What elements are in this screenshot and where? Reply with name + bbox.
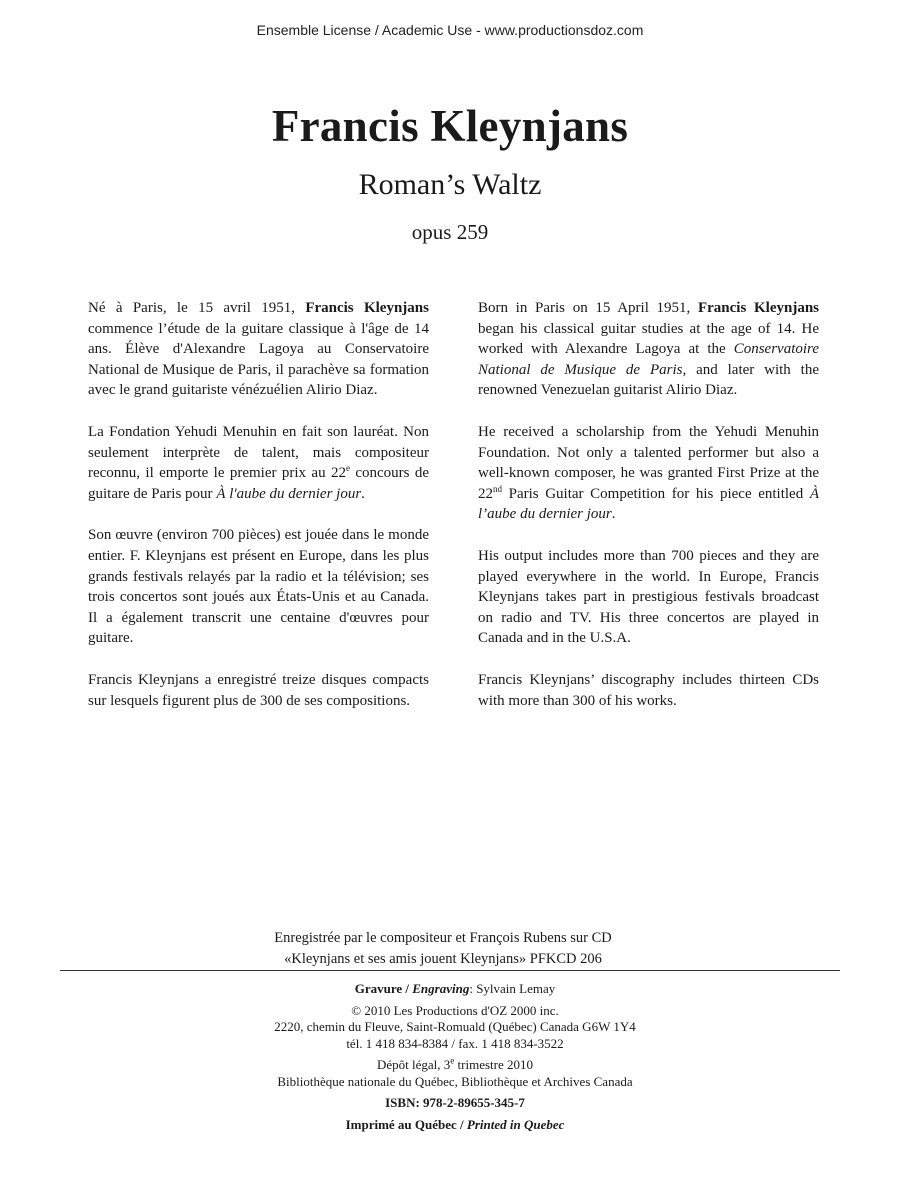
english-biography (478, 298, 819, 732)
work-title: À l’aube du dernier jour (478, 485, 819, 523)
composer-name-bold: Francis Kleynjans (305, 300, 429, 316)
opus-number: opus 259 (411, 220, 489, 244)
english-paragraph-3: His output includes more than 700 pieces and they are played everywhere in the world. In Europe, Francis Kleynjans takes part in prestigious festivals broadcast on radio and TV. His three concertos are played in Canada and in the U.S.A. (478, 547, 819, 647)
text-run: Né à Paris, le 15 avril 1951, (88, 300, 306, 316)
engraving-credit (0, 981, 900, 998)
phone-line: tél. 1 418 834-8384 / fax. 1 418 834-3522 (346, 1035, 564, 1051)
address-line: 2220, chemin du Fleuve, Saint-Romuald (Québec) Canada G6W 1Y4 (274, 1019, 636, 1034)
text-run: Dépôt légal, 3 (376, 1057, 451, 1072)
french-paragraph-3: Son œuvre (environ 700 pièces) est jouée dans le monde entier. F. Kleynjans est présent en Europe, dans les plus grands festivals relayés par la radio et la télévision; ses trois concertos sont joués aux États-Unis et au Canada. Il a également transcrit une centaine d'œuvres pour guitare. (88, 527, 429, 647)
text-run: commence l’étude de la guitare classique à l'âge de 14 ans. Élève d'Alexandre Lagoya au Conservatoire National de Musique de Paris, il parachève sa formation avec le grand guitariste vénézuélien Alirio Diaz. (88, 320, 429, 399)
piece-title: Roman’s Waltz (358, 168, 542, 201)
text-run: trimestre 2010 (454, 1057, 533, 1072)
english-paragraph-4: Francis Kleynjans’ discography includes thirteen CDs with more than 300 of his works. (478, 671, 819, 709)
printed-fr: Imprimé au Québec / (345, 1116, 467, 1132)
ordinal-superscript: e (450, 1055, 455, 1066)
text-run: Paris Guitar Competition for his piece entitled (502, 485, 810, 502)
engraving-label-en: Engraving (412, 981, 470, 996)
text-run: began his classical guitar studies at the age of 14. He worked with Alexandre Lagoya at the (478, 320, 819, 358)
recording-note (0, 928, 886, 970)
copyright-line: © 2010 Les Productions d'OZ 2000 inc. (351, 1002, 559, 1018)
school-name: Conservatoire National de Musique de Paris, (478, 341, 819, 378)
french-biography (88, 298, 429, 732)
libraries-line: Bibliothèque nationale du Québec, Bibliothèque et Archives Canada (277, 1073, 633, 1089)
french-paragraph-1 (88, 298, 429, 401)
work-title: À l'aube du dernier jour (216, 485, 362, 502)
english-paragraph-2 (478, 422, 819, 525)
engraver-name: : Sylvain Lemay (469, 981, 556, 996)
ordinal-superscript: nd (493, 483, 502, 494)
french-paragraph-2 (88, 422, 429, 504)
publisher-credits (0, 981, 900, 1133)
recording-line-2: «Kleynjans et ses amis jouent Kleynjans» PFKCD 206 (284, 951, 602, 967)
engraving-label: Gravure / (354, 981, 413, 996)
recording-line-1: Enregistrée par le compositeur et François Rubens sur CD (274, 930, 612, 946)
text-run: . (611, 506, 616, 523)
isbn-line (0, 1095, 900, 1112)
english-paragraph-1 (478, 298, 819, 401)
ordinal-superscript: e (345, 463, 350, 474)
text-run: concours de guitare de Paris pour (88, 465, 430, 502)
printed-line (0, 1117, 900, 1134)
divider-rule (60, 970, 840, 971)
text-run: and later with the renowned Venezuelan guitarist Alirio Diaz. (478, 361, 819, 399)
text-run: . (361, 485, 365, 502)
deposit-line (0, 1057, 900, 1074)
text-run: La Fondation Yehudi Menuhin en fait son lauréat. Non seulement interprète de talent, mais compositeur reconnu, il emporte le premier prix au 22 (88, 423, 429, 482)
composer-name: Francis Kleynjans (271, 101, 629, 151)
text-run: He received a scholarship from the Yehudi Menuhin Foundation. Not only a talented performer but also a well-known composer, he was granted First Prize at the 22 (478, 423, 819, 502)
isbn: ISBN: 978-2-89655-345-7 (385, 1095, 525, 1110)
printed-en: Printed in Quebec (466, 1116, 565, 1132)
publisher-block (0, 1003, 900, 1053)
license-header: Ensemble License / Academic Use - www.productionsdoz.com (256, 22, 644, 38)
french-paragraph-4: Francis Kleynjans a enregistré treize disques compacts sur lesquels figurent plus de 300 de ses compositions. (88, 671, 429, 709)
legal-deposit-block (0, 1057, 900, 1090)
text-run: Born in Paris on 15 April 1951, (478, 300, 698, 316)
composer-name-bold: Francis Kleynjans (697, 300, 819, 316)
